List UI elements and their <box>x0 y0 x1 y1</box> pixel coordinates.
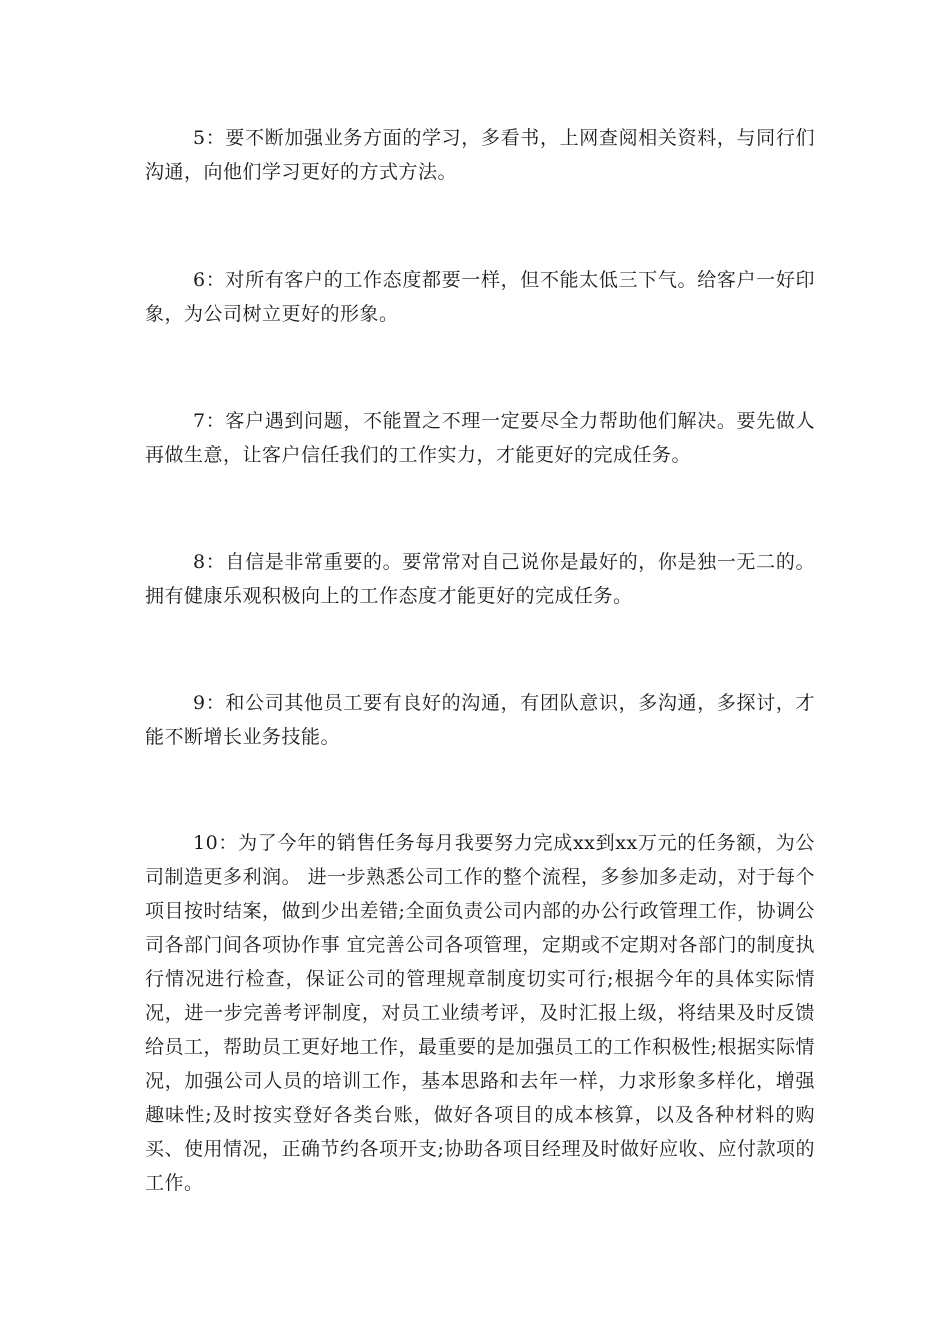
paragraph-item-7: 7：客户遇到问题，不能置之不理一定要尽全力帮助他们解决。要先做人再做生意，让客户信任我们的工作实力，才能更好的完成任务。 <box>145 410 815 466</box>
paragraph-item-6: 6：对所有客户的工作态度都要一样，但不能太低三下气。给客户一好印象，为公司树立更好的形象。 <box>145 269 815 325</box>
paragraph-item-5: 5：要不断加强业务方面的学习，多看书，上网查阅相关资料，与同行们沟通，向他们学习更好的方式方法。 <box>145 127 815 183</box>
paragraph-item-9: 9：和公司其他员工要有良好的沟通，有团队意识，多沟通，多探讨，才能不断增长业务技能。 <box>145 692 815 748</box>
paragraph-item-8: 8：自信是非常重要的。要常常对自己说你是最好的，你是独一无二的。拥有健康乐观积极向上的工作态度才能更好的完成任务。 <box>145 551 815 607</box>
paragraph-item-10: 10：为了今年的销售任务每月我要努力完成xx到xx万元的任务额，为公司制造更多利润。 进一步熟悉公司工作的整个流程，多参加多走动，对于每个项目按时结案，做到少出差错;全面负责公司内部的办公行政管理工作，协调公司各部门间各项协作事 宜完善公司各项管理，定期或不定期对各部门的制度执行情况进行检查，保证公司的管理规章制度切实可行;根据今年的具体实际情况，进一步完善考评制度，对员工业绩考评，及时汇报上级，将结果及时反馈给员工，帮助员工更好地工作，最重要的是加强员工的工作积极性;根据实际情况，加强公司人员的培训工作，基本思路和去年一样，力求形象多样化，增强趣味性;及时按实登好各类台账，做好各项目的成本核算，以及各种材料的购买、使用情况，正确节约各项开支;协助各项目经理及时做好应收、应付款项的工作。 <box>145 832 815 1194</box>
